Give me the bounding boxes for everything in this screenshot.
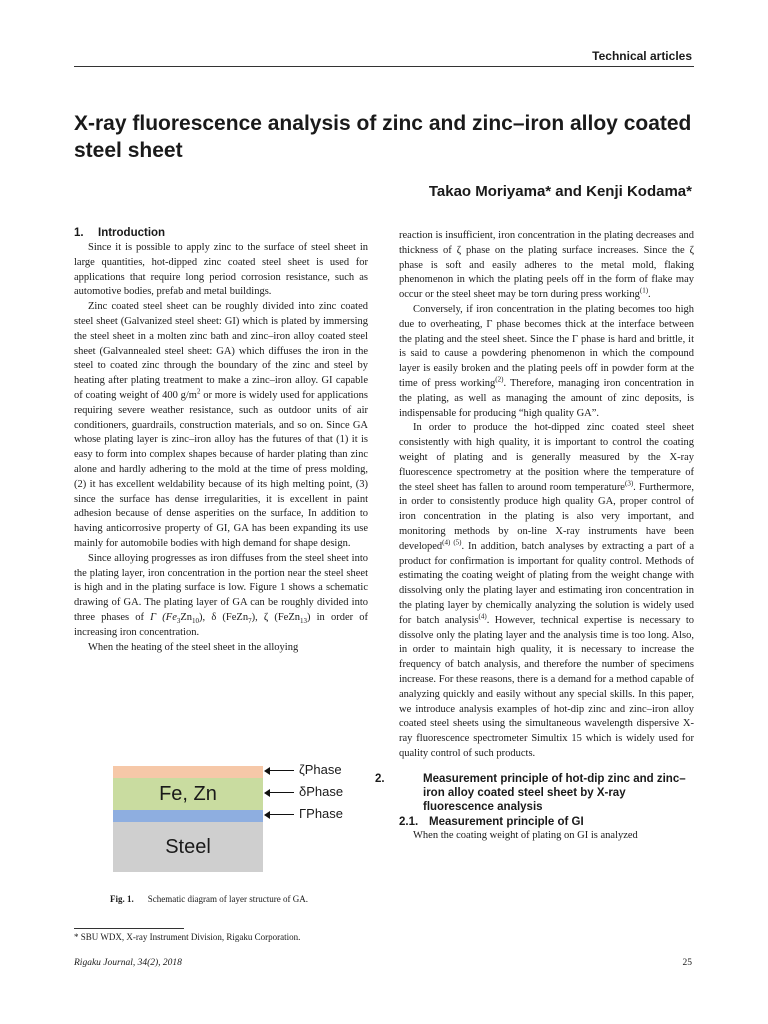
header-rule xyxy=(74,66,694,67)
section-heading: 1. Introduction xyxy=(74,227,166,239)
paragraph: Zinc coated steel sheet can be roughly divided into zinc coated steel sheet (Galvanized steel sheet: GI) which is plated by immersing the steel sheet in a molten zinc bath and zinc–iron alloy coated steel sheet (Galvannealed steel sheet: GA) which diffuses the iron in the steel to coated zinc through the boundary of the zinc and steel by heating after plating treatment to make a zinc–iron alloy. GI capable of coating weight of 400 $g/m^2$ or more is widely used for applications requiring severe weather resistance, such as outdoor units of air conditioners, guardrails, construction materials, and so on. Since GA whose plating layer is zinc–iron alloy has the futures of that (1) it is easy to form into complex shapes because of harder plating than zinc alone and hardly adhering to the mold at the time of press molding, (2) it has excellent weldability because of its high melting point, (3) since the surface has dense irregularities, it is excellent in paint adhesion because of dense asperities on the surface, In addition to having anticorrosive property of GI, GA has been expanding its use mainly for automobile bodies with high demand for shape design. xyxy=(74,301,368,549)
gamma-phase-label: ΓPhase xyxy=(299,806,344,821)
subsection-heading: 2.1. Measurement principle of GI xyxy=(399,815,584,828)
delta-phase-label: δPhase xyxy=(299,784,344,799)
paragraph: Since it is possible to apply zinc to the surface of steel sheet in large quantities, hot-dipped zinc coated steel sheet is used for applications that require long period corrosion resistance, such as automotive bodies, prefab and metal buildings. xyxy=(74,242,368,298)
page-number: 25 xyxy=(682,958,692,968)
arrow-left-icon xyxy=(266,770,294,771)
left-column xyxy=(74,226,368,655)
paragraph: In order to produce the hot-dipped zinc coated steel sheet consistently with high quality, it is important to control the coating weight of plating and is generally measured by the X-ray fluorescence spectrometry at the position where the temperature of the steel sheet has fallen to around room temperature$^{(3)}$. Furthermore, in order to consistently produce high quality GA, proper control of iron concentration in the plating is also very important, and monitoring methods by on-line X-ray instruments have been developed$^{(4) (5)}$. In addition, batch analyses by extracting a part of a product for confirmation is important for quality control. Methods of estimating the coating weight of plating from the weight change with dissolving only the plating layer and estimating iron concentration in the plating layer by chemically analyzing the solution is widely used for batch analysis$^{(4)}$. However, technical expertise is necessary to dissolve only the plating layer and the analysis time is too long. Also, in order to maintain high quality, it is necessary to increase the frequency of batch analysis, and therefore the number of specimens increase. For these reasons, there is a demand for a method capable of analyzing quickly and easily without any special skills. In this paper, we introduce analysis examples of hot-dip zinc and zinc–iron alloy coated steel sheets using the simultaneous wavelength dispersive X-ray fluorescence spectrometer Simultix 15 which is widely used for quality control of such products. xyxy=(399,422,694,759)
figure-layer-diagram xyxy=(113,762,375,872)
paragraph: Conversely, if iron concentration in the plating becomes too high due to overheating, Γ phase becomes thick at the interface between the plating and the steel sheet. Since the Γ phase is hard and brittle, it is said to cause a powdering phenomenon in which the compound layer is easily broken and the plating peels off in powder form at the time of press working$^{(2)}$. Therefore, managing iron concentration in the plating, as well as managing the amount of zinc deposits, is indispensable for producing “high quality GA”. xyxy=(399,303,694,419)
gamma-phase-layer xyxy=(113,810,263,822)
section-heading: 2. Measurement principle of hot-dip zinc and zinc–iron alloy coated steel sheet by X-ray fluorescence analysis xyxy=(375,772,686,813)
footnote: * SBU WDX, X-ray Instrument Division, Rigaku Corporation. xyxy=(74,932,301,942)
paragraph: reaction is insufficient, iron concentration in the plating decreases and thickness of ζ phase on the plating surface increases. Since the ζ phase is soft and easily adheres to the metal mold, flaking phenomenon in which the plating peels off in the form of flake may occur or the steel sheet may be torn during press working$^{(1)}$. xyxy=(399,230,694,301)
journal-citation: Rigaku Journal, 34(2), 2018 xyxy=(74,958,182,968)
arrow-left-icon xyxy=(266,792,294,793)
paragraph: Since alloying progresses as iron diffuses from the steel sheet into the plating layer, iron concentration in the portion near the steel sheet is high and in the plating surface is low. Figure 1 shows a schematic drawing of GA. The plating layer of GA can be roughly divided into three phases of Γ $(Fe_3Zn_{10})$, δ (FeZn$_7$), ζ (FeZn$_{13}$) in order of increasing iron concentration. xyxy=(74,552,368,638)
article-authors: Takao Moriyama* and Kenji Kodama* xyxy=(428,183,692,200)
arrow-left-icon xyxy=(266,814,294,815)
section-label: Technical articles xyxy=(592,49,692,63)
article-title: X-ray fluorescence analysis of zinc and zinc–iron alloy coated steel sheet xyxy=(74,112,692,162)
steel-layer: Steel xyxy=(113,822,263,872)
footnote-rule xyxy=(74,928,184,929)
figure-caption: Fig. 1. Schematic diagram of layer structure of GA. xyxy=(110,894,308,904)
paragraph: When the heating of the steel sheet in the alloying xyxy=(88,641,299,653)
zeta-phase-layer xyxy=(113,766,263,778)
fe-zn-layer: Fe, Zn xyxy=(113,778,263,810)
right-column xyxy=(375,229,694,843)
paragraph: When the coating weight of plating on GI is analyzed xyxy=(413,829,638,841)
zeta-phase-label: ζPhase xyxy=(299,762,342,777)
